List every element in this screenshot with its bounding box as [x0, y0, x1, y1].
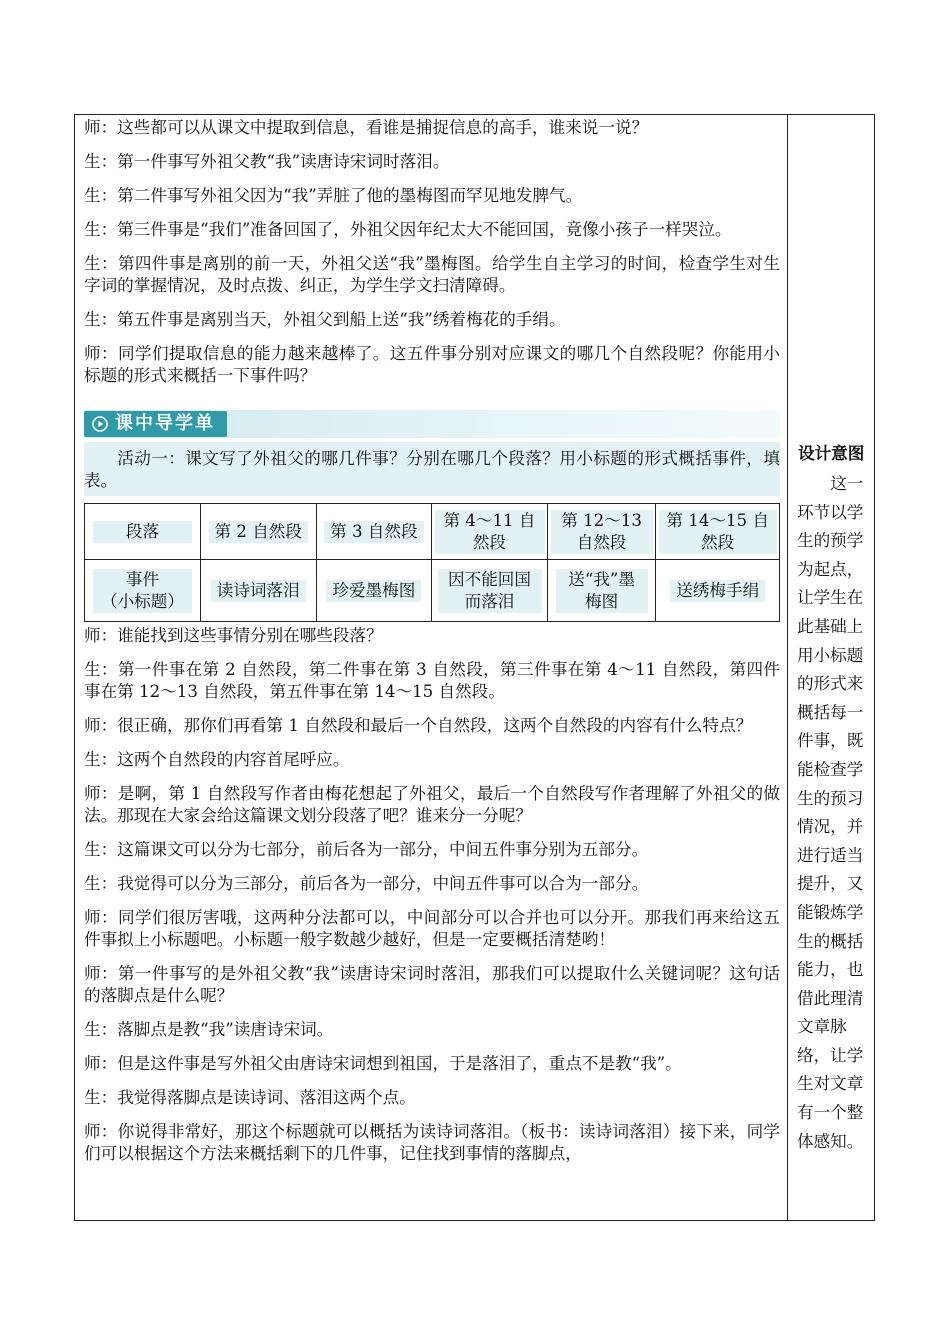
dialogue-line: 生：我觉得落脚点是读诗词、落泪这两个点。 — [84, 1088, 416, 1107]
design-intent-title: 设计意图 — [798, 444, 865, 463]
dialogue-line: 生：第五件事是离别当天，外祖父到船上送“我”绣着梅花的手绢。 — [84, 310, 566, 329]
dialogue-line: 生：这篇课文可以分为七部分，前后各为一部分，中间五件事分别为五部分。 — [84, 840, 649, 859]
activity-text: 活动一：课文写了外祖父的哪几件事？分别在哪几个段落？用小标题的形式概括事件，填表。 — [84, 449, 780, 490]
table-cell: 第 2 自然段 — [200, 504, 316, 560]
column-divider — [787, 114, 788, 1221]
dialogue-line: 生：第一件事在第 2 自然段，第二件事在第 3 自然段，第三件事在第 4～11 自然段，第四件事在第 12～13 自然段，第五件事在第 14～15 自然段。 — [84, 660, 780, 701]
dialogue-line: 生：第一件事写外祖父教“我”读唐诗宋词时落泪。 — [84, 152, 450, 171]
design-intent-text: 这一环节以学生的预学为起点，让学生在此基础上用小标题的形式来概括每一件事，既能检查学生的预习情况，并进行适当提升，又能锻炼学生的概括能力，也借此理清文章脉络，让学生对文章有一个整体感知。 — [797, 474, 864, 1151]
dialogue-line: 生：落脚点是教“我”读唐诗宋词。 — [84, 1020, 334, 1039]
dialogue-line: 生：第四件事是离别的前一天，外祖父送“我”墨梅图。给学生自主学习的时间，检查学生对生字词的掌握情况，及时点拨、纠正，为学生学文扫清障碍。 — [84, 254, 780, 295]
activity-box — [84, 442, 780, 496]
table-cell: 珍爱墨梅图 — [316, 560, 432, 622]
section-title: 课中导学单 — [115, 413, 215, 434]
table-cell: 送绣梅手绢 — [656, 560, 780, 622]
dialogue-line: 师：谁能找到这些事情分别在哪些段落？ — [84, 626, 383, 645]
dialogue-line: 师：是啊，第 1 自然段写作者由梅花想起了外祖父，最后一个自然段写作者理解了外祖父的做法。那现在大家会给这篇课文划分段落了吧？谁来分一分呢？ — [84, 784, 780, 825]
dialogue-line: 师：但是这件事是写外祖父由唐诗宋词想到祖国，于是落泪了，重点不是教“我”。 — [84, 1054, 682, 1073]
table-cell: 送“我”墨梅图 — [547, 560, 656, 622]
table-cell: 第 3 自然段 — [316, 504, 432, 560]
table-row-header: 事件 （小标题） — [85, 560, 201, 622]
event-table — [84, 503, 780, 622]
section-header — [84, 410, 780, 438]
table-cell: 读诗词落泪 — [200, 560, 316, 622]
dialogue-line: 生：这两个自然段的内容首尾呼应。 — [84, 750, 350, 769]
dialogue-top — [84, 117, 780, 387]
table-cell: 第 14～15 自然段 — [656, 504, 780, 560]
dialogue-line: 生：第二件事写外祖父因为“我”弄脏了他的墨梅图而罕见地发脾气。 — [84, 186, 583, 205]
table-cell: 第 12～13 自然段 — [547, 504, 656, 560]
dialogue-line: 生：第三件事是“我们”准备回国了，外祖父因年纪太大不能回国，竟像小孩子一样哭泣。 — [84, 220, 732, 239]
dialogue-line: 师：很正确，那你们再看第 1 自然段和最后一个自然段，这两个自然段的内容有什么特点？ — [84, 716, 753, 735]
dialogue-bottom — [84, 625, 780, 1165]
table-cell: 因不能回国而落泪 — [432, 560, 548, 622]
table-row-header: 段落 — [85, 504, 201, 560]
dialogue-line: 师：第一件事写的是外祖父教“我”读唐诗宋词时落泪，那我们可以提取什么关键词呢？这句话的落脚点是什么呢？ — [84, 964, 780, 1005]
dialogue-line: 师：你说得非常好，那这个标题就可以概括为读诗词落泪。（板书：读诗词落泪）接下来，同学们可以根据这个方法来概括剩下的几件事，记住找到事情的落脚点， — [84, 1122, 780, 1163]
section-pill — [84, 411, 227, 437]
dialogue-line: 生：我觉得可以分为三部分，前后各为一部分，中间五件事可以合为一部分。 — [84, 874, 649, 893]
table-cell: 第 4～11 自然段 — [432, 504, 548, 560]
dialogue-line: 师：同学们提取信息的能力越来越棒了。这五件事分别对应课文的哪几个自然段呢？你能用小标题的形式来概括一下事件吗？ — [84, 344, 780, 385]
dialogue-line: 师：同学们很厉害哦，这两种分法都可以，中间部分可以合并也可以分开。那我们再来给这五件事拟上小标题吧。小标题一般字数越少越好，但是一定要概括清楚哟！ — [84, 908, 780, 949]
play-circle-icon — [92, 416, 108, 432]
dialogue-line: 师：这些都可以从课文中提取到信息，看谁是捕捉信息的高手，谁来说一说？ — [84, 118, 649, 137]
